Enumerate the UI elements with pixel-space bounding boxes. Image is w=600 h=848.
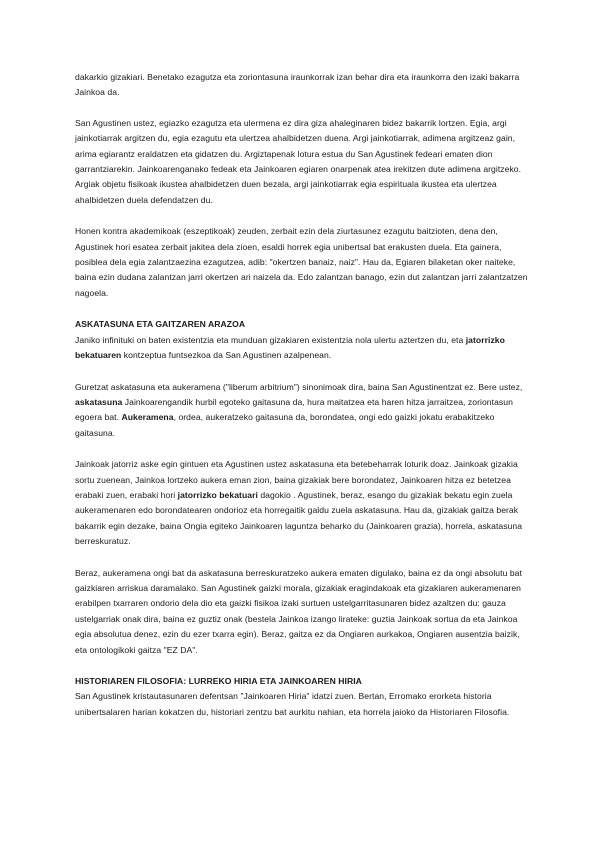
paragraph-illumination: San Agustinen ustez, egiazko ezagutza eta ulermena ez dira giza ahaleginaren bidez bakarrik lortzen. Egia, argi jainkotiarrak argitzen du, egia ezagutu eta ulertzea ahalbidetzen duena. Argi jainkotiarrak, adimena argitzeaz gain, arima egiarantz eraldatzen eta gidatzen du. Argiztapenak lotura estua du San Agustinek fedeari ematen dion garrantziarekin. Jainkoarenganako fedeak eta Jainkoaren egiaren onarpenak atea irekitzen dute adimena argitzeko. Argiak objetu fisikoak ikustea ahalbidetzen duen bezala, argi jainkotiarrak egia espirituala ikustea eta ulertzea ahalbidetzen duela defendatzen du.: [75, 117, 522, 205]
paragraph-intro: dakarkio gizakiari. Benetako ezagutza eta zoriontasuna iraunkorrak izan behar dira eta iraunkorra den izaki bakarra Jainkoa da.: [75, 72, 520, 98]
paragraph-freedom-free-will: Guretzat askatasuna eta aukeramena ("liberum arbitrium") sinonimoak dira, baina San Agustinentzat ez. Bere ustez, askatasuna Jainkoarengandik hurbil egoteko gaitasuna da, hura maitatzea eta haren hitza jarraitzea, zoriontasun egoera bat. Aukeramena, ordea, aukeratzeko gaitasuna da, borondatea, ongi edo gaizki jokatu erabakitzeko gaitasuna.: [75, 381, 523, 438]
bold-freedom: askatasuna: [75, 396, 123, 407]
paragraph-original-sin: Jainkoak jatorriz aske egin gintuen eta Agustinen ustez askatasuna eta betebeharrak loturik doaz. Jainkoak gizakia sortu zuenean, Jainkoa lortzeko aukera eman zion, baina gizakiak bere borondatez, Jainkoaren hitza ez betetzea erabaki zuen, erabaki hori jatorrizko bekatuari dagokio . Agustinek, beraz, esango du gizakiak bekatu egin zuela aukeramenaren edo borondatearen ondorioz eta horregaitik galdu zuela askatasuna. Hau da, gizakiak gaitza berak bakarrik egin dezake, baina Ongia egiteko Jainkoaren laguntza beharko du (Jainkoaren grazia), horrela, askatasuna berreskuratuz.: [75, 459, 523, 547]
paragraph-evil: Beraz, aukeramena ongi bat da askatasuna berreskuratzeko aukera ematen digulako, baina ez da ongi absolutu bat gaizkiaren arriskua daramalako. San Agustinek gaizki morala, gizakiak eragindakoak eta gizakiaren aukeramenaren erabilpen txarraren ondorio dela dio eta gaizki fisikoa izaki surtuen ustelgarritasunaren bidez azaltzen du: gauza ustelgarriak onak dira, baina ez guztiz onak (bestela Jainkoa izango lirateke: guztia Jainkoak sortua da eta Jainkoa egia absolutua denez, ezin du ezer txarra egin). Beraz, gaitza ez da Ongiaren aurkakoa, Ongiaren ausentzia baizik, eta ontologikoki gaitza "EZ DA".: [75, 567, 522, 655]
document-page: [75, 70, 528, 720]
heading-freedom-evil: ASKATASUNA ETA GAITZAREN ARAZOA: [75, 319, 246, 330]
bold-original-sin: jatorrizko bekatuaren: [75, 334, 505, 361]
bold-original-sin-2: jatorrizko bekatuari: [177, 489, 258, 500]
heading-history-philosophy: HISTORIAREN FILOSOFIA: LURREKO HIRIA ETA JAINKOAREN HIRIA: [75, 676, 362, 686]
paragraph-city-of-god: San Agustinek kristautasunaren defentsan "Jainkoaren Hiria" idatzi zuen. Bertan, Erromako erorketa historia unibertsalaren harian kokatzen du, historiari zentzu bat aurkitu nahian, eta horrela jaioko da Historiaren Filosofia.: [75, 691, 510, 717]
paragraph-original-sin-intro: Janiko infinituki on baten existentzia eta munduan gizakiaren existentzia nola ulertu aztertzen du, eta jatorrizko bekatuaren kontzeptua funtsezkoa da San Agustinen azalpenean.: [75, 334, 505, 361]
paragraph-skeptics: Honen kontra akademikoak (eszeptikoak) zeuden, zerbait ezin dela ziurtasunez ezagutu baitzioten, dena den, Agustinek hori esatea zerbait jakitea dela zioen, esaldi horrek egia unibertsal bat erakusten duela. Eta gainera, posiblea dela egia zalantzaezina ezagutzea, adib: "okertzen banaiz, naiz". Hau da, Egiaren bilaketan oker naiteke, baina ezin dudana zalantzan jarri okertzen ari naizela da. Edo zalantzan banago, ezin dut zalantzan jarri zalantzatzen nagoela.: [75, 226, 528, 298]
bold-free-will: Aukeramena: [121, 412, 174, 423]
